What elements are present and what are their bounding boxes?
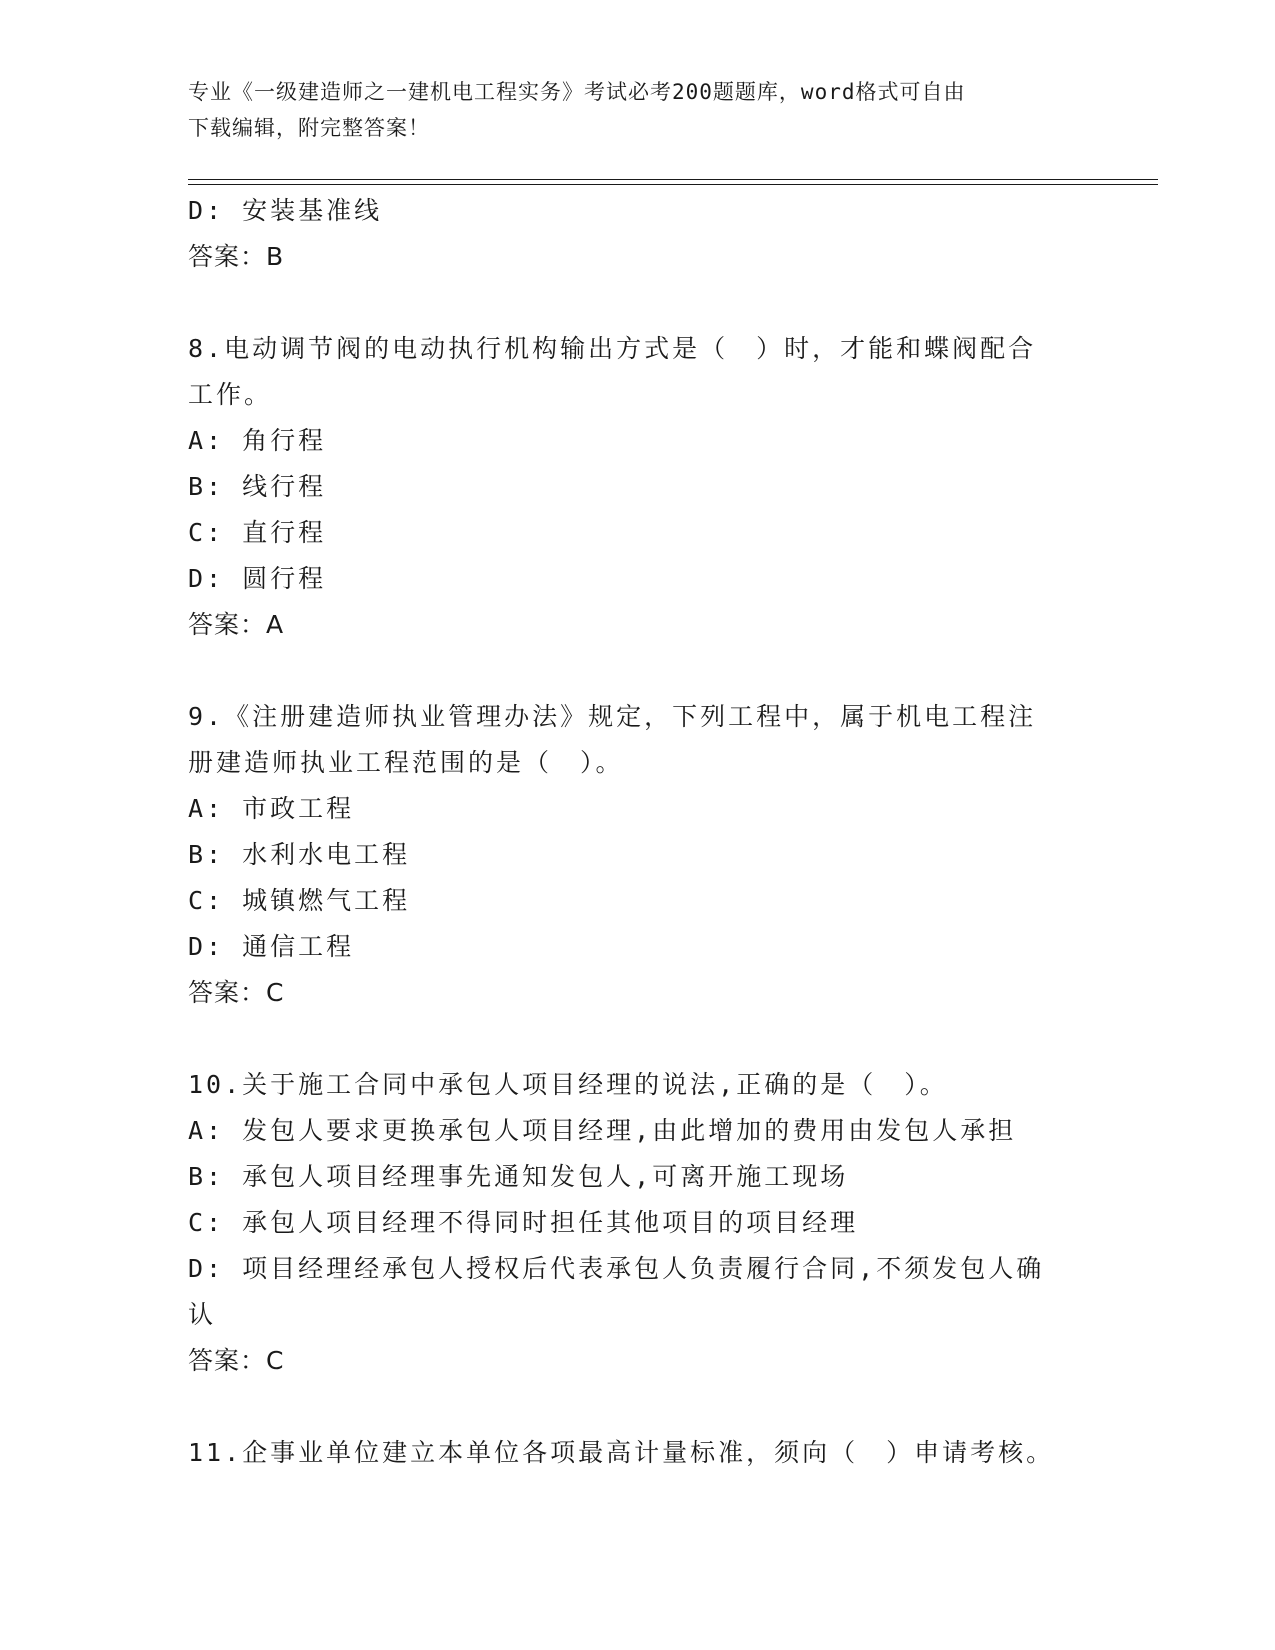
document-header [188, 74, 1068, 146]
answer: 答案：B [188, 242, 285, 271]
spacer [188, 648, 1068, 694]
question-stem-cont: 册建造师执业工程范围的是（ ）。 [188, 748, 624, 777]
header-divider-top [188, 179, 1158, 180]
option-c: C: 城镇燃气工程 [188, 886, 411, 915]
question-stem: 10.关于施工合同中承包人项目经理的说法,正确的是（ ）。 [188, 1070, 948, 1099]
spacer [188, 280, 1068, 326]
question-9 [188, 694, 1068, 1016]
question-7-tail [188, 188, 1068, 280]
question-11 [188, 1430, 1068, 1476]
question-stem: 11.企事业单位建立本单位各项最高计量标准，须向（ ）申请考核。 [188, 1438, 1055, 1467]
option-d: D: 安装基准线 [188, 196, 383, 225]
question-stem-cont: 工作。 [188, 380, 273, 409]
question-stem: 8.电动调节阀的电动执行机构输出方式是（ ）时，才能和蝶阀配合 [188, 334, 1037, 363]
option-a: A: 角行程 [188, 426, 327, 455]
option-d: D: 项目经理经承包人授权后代表承包人负责履行合同,不须发包人确 [188, 1254, 1045, 1283]
option-a: A: 市政工程 [188, 794, 355, 823]
question-10 [188, 1062, 1068, 1384]
question-8 [188, 326, 1068, 648]
answer: 答案：C [188, 1346, 285, 1375]
option-b: B: 水利水电工程 [188, 840, 411, 869]
question-stem: 9.《注册建造师执业管理办法》规定，下列工程中，属于机电工程注 [188, 702, 1037, 731]
option-b: B: 线行程 [188, 472, 327, 501]
option-d-cont: 认 [188, 1300, 217, 1329]
answer: 答案：C [188, 978, 285, 1007]
header-divider-bottom [188, 184, 1158, 185]
document-body [188, 188, 1068, 1476]
spacer [188, 1384, 1068, 1430]
option-b: B: 承包人项目经理事先通知发包人,可离开施工现场 [188, 1162, 849, 1191]
option-d: D: 通信工程 [188, 932, 355, 961]
option-d: D: 圆行程 [188, 564, 327, 593]
option-c: C: 承包人项目经理不得同时担任其他项目的项目经理 [188, 1208, 859, 1237]
spacer [188, 1016, 1068, 1062]
option-c: C: 直行程 [188, 518, 327, 547]
header-line-1: 专业《一级建造师之一建机电工程实务》考试必考200题题库，word格式可自由 [188, 80, 966, 104]
answer: 答案：A [188, 610, 285, 639]
option-a: A: 发包人要求更换承包人项目经理,由此增加的费用由发包人承担 [188, 1116, 1017, 1145]
header-line-2: 下载编辑，附完整答案！ [188, 116, 430, 140]
